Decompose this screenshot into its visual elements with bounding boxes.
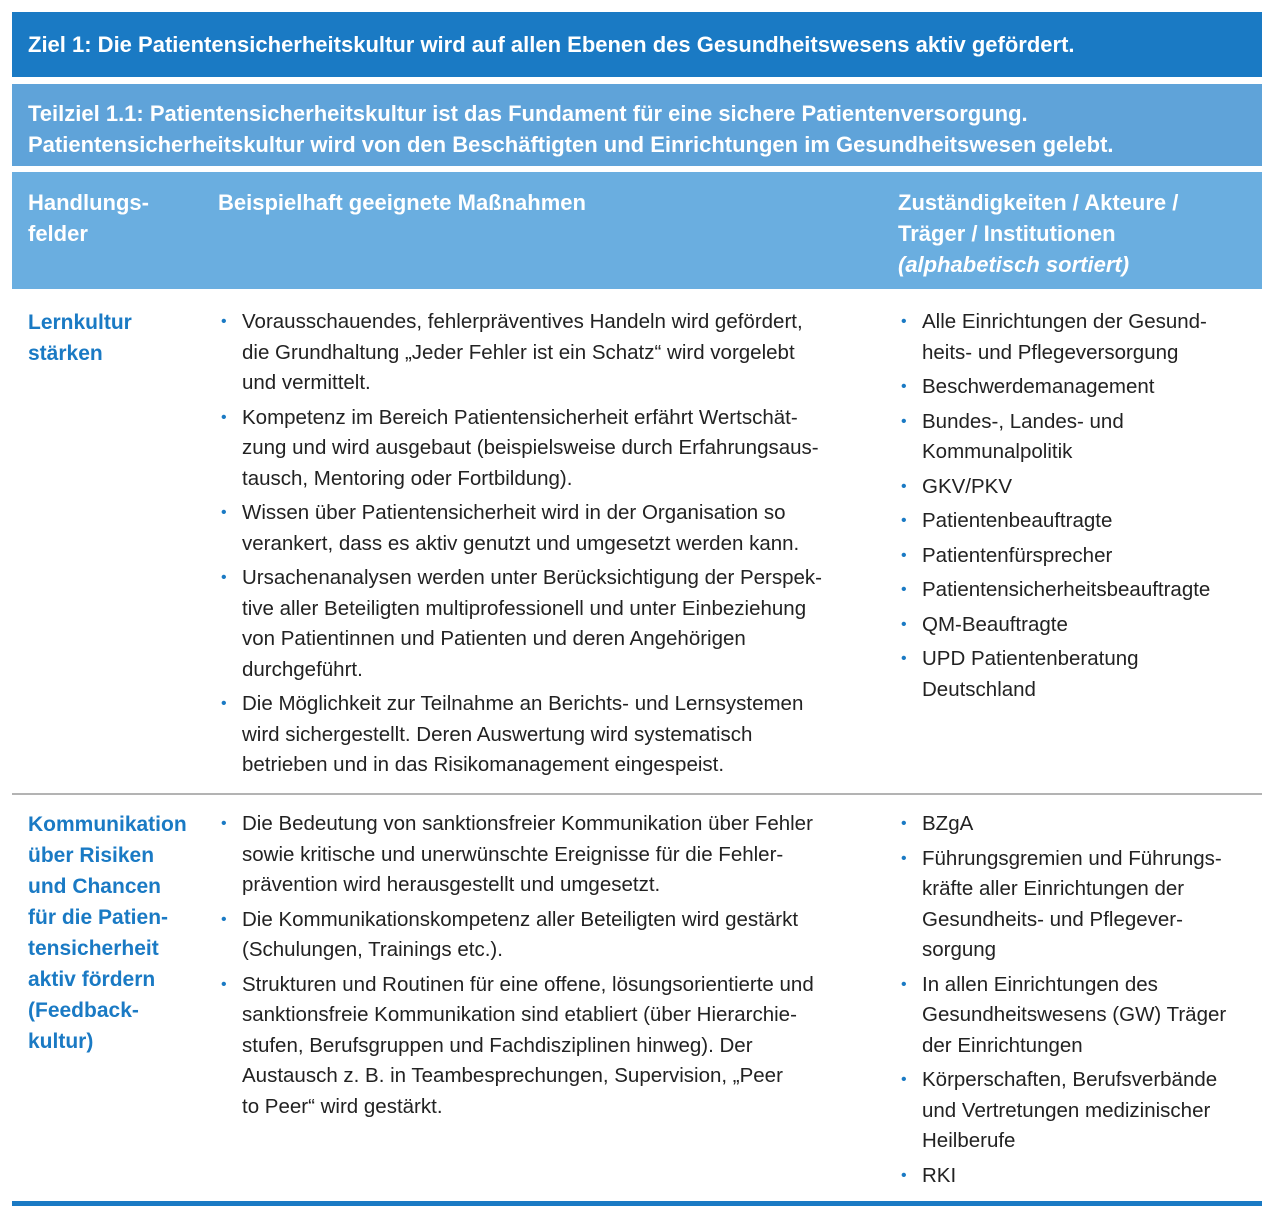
bullet-icon: • [901,1071,907,1088]
measure-item-line: zung und wird ausgebaut (beispielsweise durch Erfahrungsaus- [242,436,819,459]
bullet-icon: • [221,504,227,521]
bullet-icon: • [221,408,227,426]
bullet-icon: • [901,815,907,832]
actor-item [898,541,1258,572]
measure-item-line: (Schulungen, Trainings etc.). [242,938,503,961]
bullet-icon: • [221,313,227,330]
action-field-line: für die Patien- [28,906,169,929]
actor-item-line: GKV/PKV [922,474,1013,498]
action-field-line: tensicherheit [28,937,159,960]
action-field-line: und Chancen [28,875,162,898]
measure-item-line: Die Möglichkeit zur Teilnahme an Berichts- und Lernsystemen [242,692,804,715]
measure-item-line: tive aller Beteiligten multiprofessionell und unter Einbeziehung [242,596,807,620]
measure-item-line: to Peer“ wird gestärkt. [242,1094,443,1118]
actor-item [898,844,1258,966]
measure-item-line: Austausch z. B. in Teambesprechungen, Supervision, „Peer [242,1064,783,1087]
actor-item [898,970,1258,1062]
measure-item [218,905,868,966]
actor-item-line: Deutschland [922,677,1036,701]
actor-item-line: Patientenbeauftragte [922,509,1113,532]
action-field [28,809,198,1057]
bullet-icon: • [221,975,227,993]
measures-list [218,307,868,785]
bullet-icon: • [901,378,907,395]
action-field-line: Kommunikation [28,813,187,836]
actor-item-line: Führungsgremien und Führungs- [922,846,1222,870]
bullet-icon: • [901,477,907,495]
action-field-line: Lernkultur [28,311,132,334]
action-field-line: kultur) [28,1030,94,1053]
actor-item-line: und Vertretungen medizinischer [922,1098,1211,1122]
actor-item-line: Heilberufe [922,1129,1016,1152]
actor-item [898,307,1258,368]
measure-item-line: verankert, dass es aktiv genutzt und umgesetzt werden kann. [242,531,800,555]
bullet-icon: • [901,313,907,330]
actor-item-line: Patientenfürsprecher [922,543,1113,567]
actor-item [898,809,1258,840]
measure-item [218,809,868,901]
actor-item [898,407,1258,468]
measure-item-line: Kompetenz im Bereich Patientensicherheit erfährt Wertschät- [242,405,798,429]
bullet-icon: • [901,581,907,598]
actor-item-line: heits- und Pflegeversorgung [922,340,1179,364]
bullet-icon: • [901,546,907,564]
actor-item [898,506,1258,537]
actor-item-line: Beschwerdemanagement [922,375,1155,398]
bullet-icon: • [901,412,907,430]
measure-item-line: stufen, Berufsgruppen und Fachdisziplinen hinweg). Der [242,1033,753,1057]
measure-item-line: wird sichergestellt. Deren Auswertung wird systematisch [242,722,753,746]
actor-item-line: BZgA [922,812,974,835]
goal-table [12,12,1262,1206]
bullet-icon: • [901,615,907,633]
actor-item-line: Kommunalpolitik [922,440,1073,463]
measure-item-line: durchgeführt. [242,657,363,681]
action-field-line: aktiv fördern [28,968,156,991]
table-row [12,795,1262,1206]
header-actors-line-1: Zuständigkeiten / Akteure / [898,190,1179,215]
actors-list [898,307,1258,709]
measure-item-line: betrieben und in das Risikomanagement eingespeist. [242,753,725,776]
actor-item-line: der Einrichtungen [922,1033,1083,1057]
measure-item-line: und vermittelt. [242,371,371,394]
measure-item-line: prävention wird herausgestellt und umgesetzt. [242,873,661,896]
bullet-icon: • [221,569,227,586]
actor-item-line: Bundes-, Landes- und [922,409,1124,433]
measure-item-line: sowie kritische und unerwünschte Ereignisse für die Fehler- [242,842,784,866]
subgoal-banner [12,84,1262,166]
measure-item [218,498,868,559]
bullet-icon: • [221,695,227,712]
actor-item [898,372,1258,403]
action-field-line: über Risiken [28,844,155,867]
measure-item-line: Ursachenanalysen werden unter Berücksichtigung der Perspek- [242,566,823,589]
measure-item-line: Die Kommunikationskompetenz aller Beteiligten wird gestärkt [242,907,799,931]
measures-list [218,809,868,1126]
measure-item [218,689,868,781]
action-field [28,307,198,369]
table-header [12,172,1262,289]
actor-item [898,644,1258,705]
measure-item [218,307,868,399]
measure-item-line: Wissen über Patientensicherheit wird in der Organisation so [242,501,786,524]
bullet-icon: • [901,650,907,667]
bullet-icon: • [901,512,907,529]
header-fields [28,187,188,249]
header-fields-line-2: felder [28,221,88,246]
actor-item-line: RKI [922,1163,957,1187]
action-field-line: (Feedback- [28,999,139,1022]
actor-item-line: QM-Beauftragte [922,612,1068,636]
header-actors [898,187,1258,280]
actor-item [898,575,1258,606]
header-actors-note: (alphabetisch sortiert) [898,252,1130,277]
measure-item-line: die Grundhaltung „Jeder Fehler ist ein Schatz“ wird vorgelebt [242,340,795,364]
bullet-icon: • [901,1166,907,1184]
bullet-icon: • [221,815,227,832]
actor-item-line: In allen Einrichtungen des [922,972,1158,996]
bullet-icon: • [221,910,227,928]
measure-item-line: Strukturen und Routinen für eine offene, lösungsorientierte und [242,972,814,996]
measure-item [218,970,868,1123]
actor-item-line: sorgung [922,938,997,961]
actor-item-line: UPD Patientenberatung [922,647,1139,670]
header-actors-line-2: Träger / Institutionen [898,221,1116,246]
measure-item-line: sanktionsfreie Kommunikation sind etabliert (über Hierarchie- [242,1003,797,1026]
measure-item-line: tausch, Mentoring oder Fortbildung). [242,466,573,490]
actor-item-line: Gesundheitswesens (GW) Träger [922,1003,1227,1026]
subgoal-line-1: Teilziel 1.1: Patientensicherheitskultur ist das Fundament für eine sichere Patientenversorgung. [28,101,1028,126]
actor-item-line: Patientensicherheitsbeauftragte [922,578,1211,601]
bullet-icon: • [901,975,907,993]
action-field-line: stärken [28,342,103,365]
measure-item [218,403,868,495]
goal-title: Ziel 1: Die Patientensicherheitskultur wird auf allen Ebenen des Gesundheitswesens aktiv gefördert. [12,12,1262,77]
actor-item-line: Körperschaften, Berufsverbände [922,1068,1218,1091]
actors-list [898,809,1258,1195]
header-fields-line-1: Handlungs- [28,190,149,215]
actor-item-line: kräfte aller Einrichtungen der [922,877,1185,900]
actor-item-line: Gesundheits- und Pflegever- [922,907,1183,931]
actor-item [898,472,1258,503]
measure-item-line: Die Bedeutung von sanktionsfreier Kommunikation über Fehler [242,812,813,835]
measure-item-line: von Patientinnen und Patienten und deren Angehörigen [242,627,746,650]
subgoal-line-2: Patientensicherheitskultur wird von den Beschäftigten und Einrichtungen im Gesundheitswesen gelebt. [28,132,1114,157]
measure-item-line: Vorausschauendes, fehlerpräventives Handeln wird gefördert, [242,310,803,333]
measure-item [218,563,868,685]
actor-item [898,610,1258,641]
bullet-icon: • [901,849,907,867]
actor-item-line: Alle Einrichtungen der Gesund- [922,310,1207,333]
header-measures: Beispielhaft geeignete Maßnahmen [218,190,586,215]
table-row [12,289,1262,795]
actor-item [898,1065,1258,1157]
actor-item [898,1161,1258,1192]
